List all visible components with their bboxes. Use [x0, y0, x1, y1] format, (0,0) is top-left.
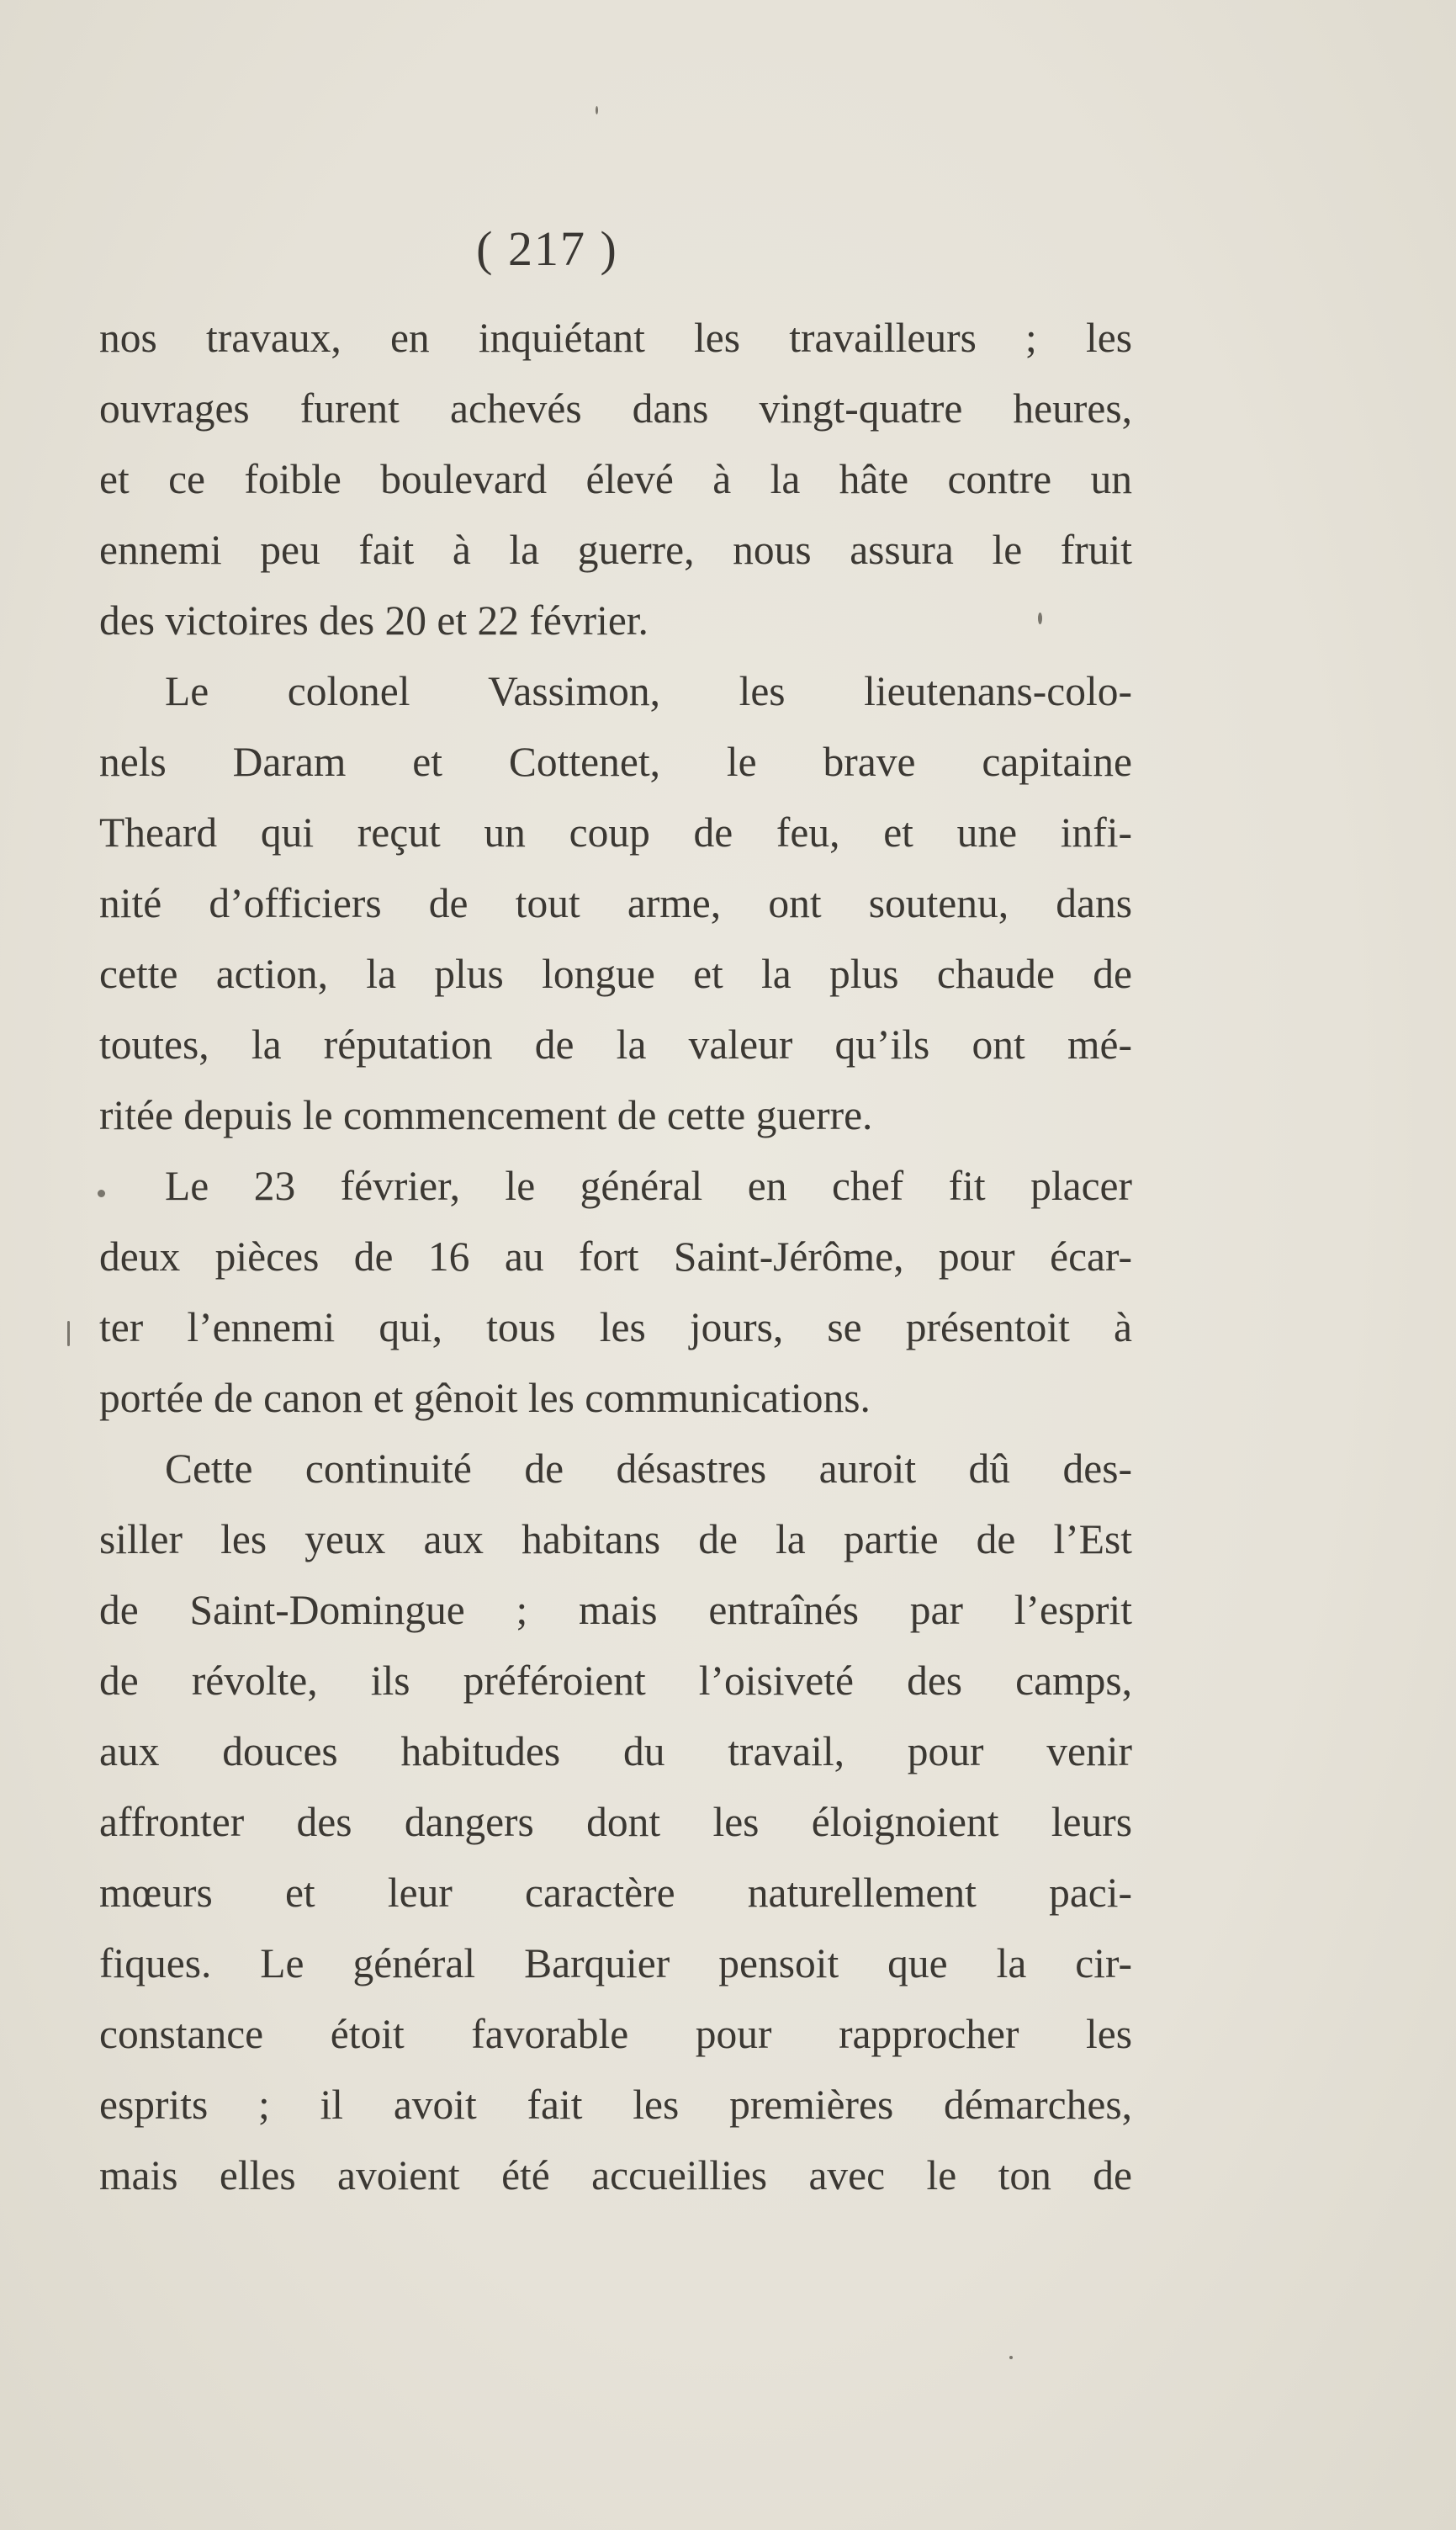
- text-line: mais elles avoient été accueillies avec le ton de: [99, 2152, 1132, 2199]
- text-line: esprits ; il avoit fait les premières démarches,: [99, 2082, 1132, 2128]
- text-line: constance étoit favorable pour rapprocher les: [99, 2011, 1132, 2057]
- page-number: ( 217 ): [476, 221, 618, 276]
- text-line: siller les yeux aux habitans de la partie de l’Est: [99, 1516, 1132, 1562]
- text-line: Theard qui reçut un coup de feu, et une infi-: [99, 809, 1132, 856]
- text-line: de Saint-Domingue ; mais entraînés par l’esprit: [99, 1587, 1132, 1633]
- text-line: toutes, la réputation de la valeur qu’ils ont mé-: [99, 1021, 1132, 1068]
- text-line: et ce foible boulevard élevé à la hâte contre un: [99, 456, 1132, 502]
- text-line: aux douces habitudes du travail, pour venir: [99, 1728, 1132, 1774]
- text-line: Cette continuité de désastres auroit dû des-: [165, 1445, 1132, 1492]
- text-line: nels Daram et Cottenet, le brave capitaine: [99, 739, 1132, 785]
- text-line: ennemi peu fait à la guerre, nous assura le fruit: [99, 527, 1132, 573]
- text-line: cette action, la plus longue et la plus chaude de: [99, 951, 1132, 997]
- text-line: nos travaux, en inquiétant les travailleurs ; les: [99, 315, 1132, 361]
- text-line: portée de canon et gênoit les communications.: [99, 1375, 871, 1421]
- text-line: nité d’officiers de tout arme, ont soutenu, dans: [99, 880, 1132, 926]
- text-line: ritée depuis le commencement de cette guerre.: [99, 1092, 873, 1138]
- text-line: Le colonel Vassimon, les lieutenans-colo-: [165, 668, 1132, 714]
- text-line: de révolte, ils préféroient l’oisiveté des camps,: [99, 1657, 1132, 1704]
- text-line: Le 23 février, le général en chef fit placer: [165, 1163, 1132, 1209]
- text-line: affronter des dangers dont les éloignoient leurs: [99, 1799, 1132, 1845]
- text-line: deux pièces de 16 au fort Saint-Jérôme, pour écar-: [99, 1233, 1132, 1280]
- text-line: ouvrages furent achevés dans vingt-quatre heures,: [99, 385, 1132, 432]
- text-line: fiques. Le général Barquier pensoit que la cir-: [99, 1940, 1132, 1986]
- text-line: mœurs et leur caractère naturellement paci-: [99, 1870, 1132, 1916]
- text-line: des victoires des 20 et 22 février.: [99, 597, 649, 644]
- text-line: ter l’ennemi qui, tous les jours, se présentoit à: [99, 1304, 1132, 1350]
